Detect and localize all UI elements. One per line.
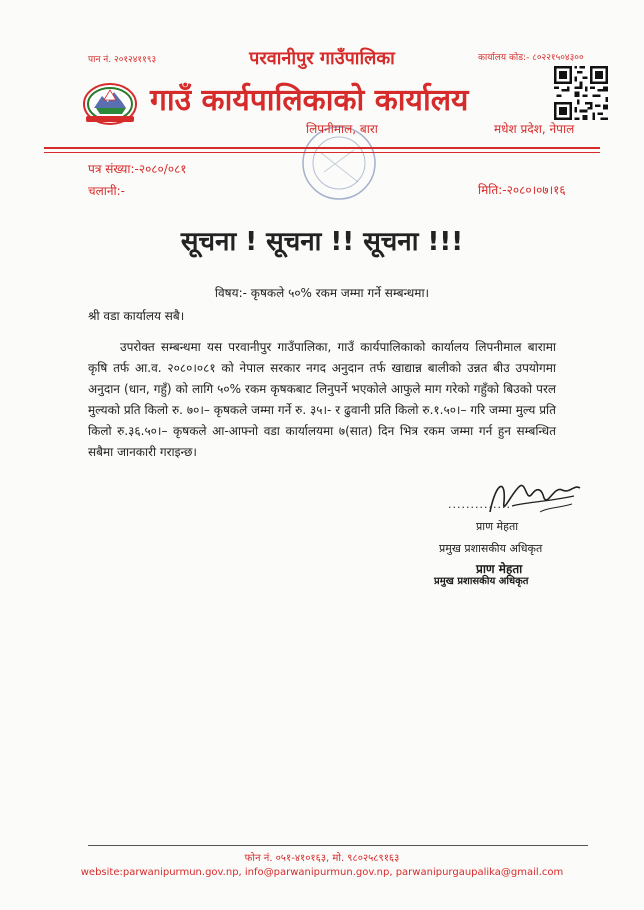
reference-number: पत्र संख्या:-२०८०/०८१ [88,162,187,176]
footer-website: website:parwanipurmun.gov.np, info@parwanipurmun.gov.np, parwanipurgaupalika@gmail.com [80,867,564,878]
header-divider [44,147,600,149]
seal-title: प्रमुख प्रशासकीय अधिकृत [434,576,529,587]
province-country: मधेश प्रदेश, नेपाल [494,122,575,136]
signature-dots: .............. [448,498,511,511]
office-title: गाउँ कार्यपालिकाको कार्यालय [150,83,469,118]
footer-phone: फोन नं. ०५१-४१०१६३, मो. ९८०२५८९१६३ [244,853,400,864]
nepal-emblem-logo [82,78,138,126]
footer-divider [88,845,588,846]
recipient-line: श्री वडा कार्यालय सबै। [88,309,185,323]
letter-date: मिति:-२०८०।०७।१६ [478,183,566,197]
header-divider-thin [44,152,600,153]
subject-line: विषय:- कृषकले ५०% रकम जम्मा गर्ने सम्बन्धमा। [214,286,430,300]
pan-number: पान नं. २०१२४११९३ [88,55,157,65]
municipality-name: परवानीपुर गाउँपालिका [249,48,395,69]
signatory-title: प्रमुख प्रशासकीय अधिकृत [439,542,543,555]
office-address: लिपनीमाल, बारा [306,122,378,136]
signatory-name: प्राण मेहता [476,520,519,533]
qr-code [554,66,608,120]
body-paragraph: उपरोक्त सम्बन्धमा यस परवानीपुर गाउँपालिका, गाउँ कार्यपालिकाको कार्यालय लिपनीमाल बारामा कृषि तर्फ आ.व. २०८०।०८१ को नेपाल सरकार नगद अनुदान तर्फ खाद्यान्न बालीको उन्नत बीउ उपयोगमा अनुदान (धान, गहुँ) को लागि ५०% रकम कृषकबाट लिनुपर्ने भएकोले आफुले माग गरेको गहुँको बिउको परल मुल्यको प्रति किलो रु. ७०।– कृषकले जम्मा गर्ने रु. ३५।- र ढुवानी प्रति किलो रु.१.५०।– गरि जम्मा मुल्य प्रति किलो रु.३६.५०।– कृषकले आ-आफ्नो वडा कार्यालयमा ७(सात) दिन भित्र रकम जम्मा गर्न हुन सम्बन्धित सबैमा जानकारी गराइन्छ। [88,340,556,459]
seal-name: प्राण मेहता [476,562,523,576]
notice-heading: सूचना ! सूचना !! सूचना !!! [180,227,464,257]
office-code: कार्यालय कोड:- ८०२२१५०४३०० [478,53,584,63]
dispatch-number: चलानी:- [88,184,126,198]
